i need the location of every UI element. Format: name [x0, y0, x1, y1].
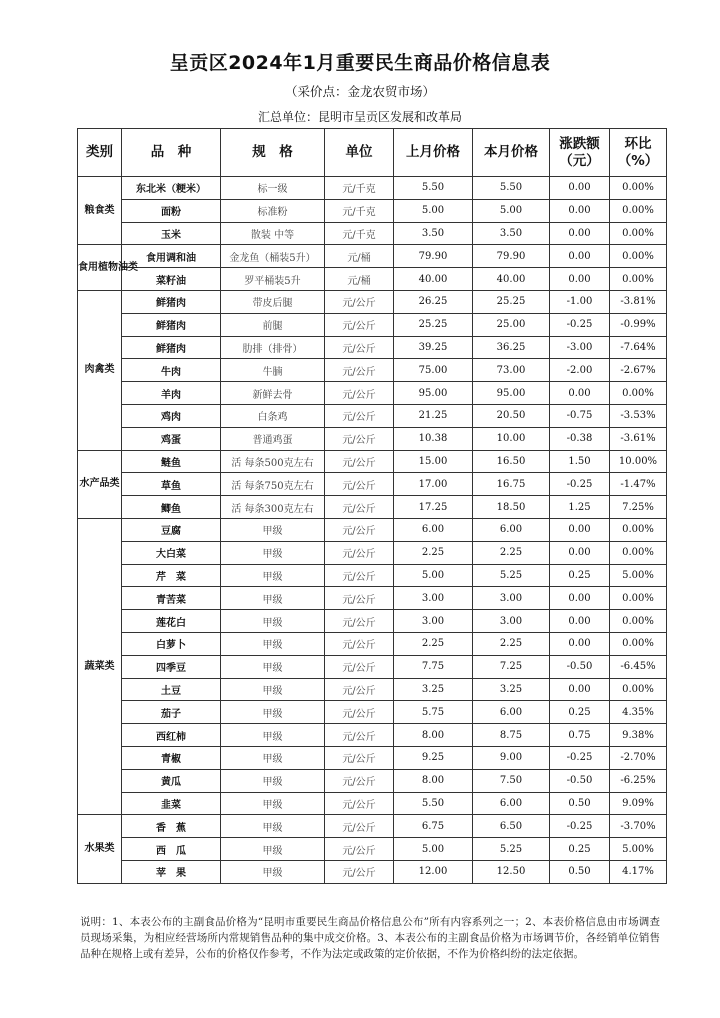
price-change: 0.00: [550, 222, 610, 245]
last-month-price: 3.25: [394, 678, 473, 701]
item-unit: 元/公斤: [325, 359, 394, 382]
price-change: 0.50: [550, 792, 610, 815]
price-change: 0.25: [550, 701, 610, 724]
this-month-price: 2.25: [473, 632, 550, 655]
header-last-price: 上月价格: [394, 129, 473, 177]
price-change: -3.00: [550, 336, 610, 359]
item-unit: 元/公斤: [325, 701, 394, 724]
price-change: 0.75: [550, 724, 610, 747]
table-body: [78, 177, 667, 884]
this-month-price: 3.00: [473, 587, 550, 610]
item-unit: 元/公斤: [325, 404, 394, 427]
item-unit: 元/公斤: [325, 382, 394, 405]
pct-change: 0.00%: [610, 518, 667, 541]
price-change: -2.00: [550, 359, 610, 382]
pct-change: -6.25%: [610, 769, 667, 792]
table-row: [78, 587, 667, 610]
header-pct: [610, 129, 667, 177]
item-spec: 牛腩: [221, 359, 325, 382]
price-table: [77, 128, 667, 884]
header-change-line1: 涨跌额: [559, 135, 600, 152]
item-name: 莲花白: [122, 610, 221, 633]
last-month-price: 40.00: [394, 268, 473, 291]
table-row: [78, 359, 667, 382]
price-change: 0.00: [550, 678, 610, 701]
last-month-price: 26.25: [394, 290, 473, 313]
price-change: 0.00: [550, 610, 610, 633]
item-unit: 元/公斤: [325, 587, 394, 610]
item-unit: 元/公斤: [325, 746, 394, 769]
item-spec: 甲级: [221, 564, 325, 587]
this-month-price: 6.50: [473, 815, 550, 838]
this-month-price: 20.50: [473, 404, 550, 427]
pct-change: 0.00%: [610, 177, 667, 200]
item-name: 青椒: [122, 746, 221, 769]
last-month-price: 17.25: [394, 496, 473, 519]
last-month-price: 39.25: [394, 336, 473, 359]
category-cell: 粮食类: [78, 177, 122, 245]
last-month-price: 79.90: [394, 245, 473, 268]
table-row: [78, 792, 667, 815]
last-month-price: 5.00: [394, 564, 473, 587]
this-month-price: 95.00: [473, 382, 550, 405]
last-month-price: 5.75: [394, 701, 473, 724]
item-name: 鲢鱼: [122, 450, 221, 473]
item-unit: 元/公斤: [325, 496, 394, 519]
price-change: -0.50: [550, 769, 610, 792]
last-month-price: 15.00: [394, 450, 473, 473]
item-name: 韭菜: [122, 792, 221, 815]
pct-change: 0.00%: [610, 678, 667, 701]
pct-change: 5.00%: [610, 564, 667, 587]
pct-change: -3.81%: [610, 290, 667, 313]
item-unit: 元/公斤: [325, 769, 394, 792]
item-spec: 甲级: [221, 792, 325, 815]
table-row: [78, 245, 667, 268]
item-unit: 元/公斤: [325, 632, 394, 655]
table-row: [78, 678, 667, 701]
item-spec: 甲级: [221, 838, 325, 861]
last-month-price: 2.25: [394, 541, 473, 564]
item-unit: 元/千克: [325, 222, 394, 245]
item-unit: 元/公斤: [325, 610, 394, 633]
price-change: -0.75: [550, 404, 610, 427]
last-month-price: 2.25: [394, 632, 473, 655]
last-month-price: 8.00: [394, 724, 473, 747]
table-row: [78, 450, 667, 473]
item-name: 草鱼: [122, 473, 221, 496]
item-unit: 元/桶: [325, 268, 394, 291]
this-month-price: 73.00: [473, 359, 550, 382]
item-spec: 活 每条750克左右: [221, 473, 325, 496]
header-category: 类别: [78, 129, 122, 177]
this-month-price: 5.25: [473, 838, 550, 861]
item-name: 玉米: [122, 222, 221, 245]
this-month-price: 16.75: [473, 473, 550, 496]
item-name: 面粉: [122, 199, 221, 222]
item-spec: 甲级: [221, 701, 325, 724]
this-month-price: 6.00: [473, 518, 550, 541]
table-row: [78, 701, 667, 724]
item-spec: 白条鸡: [221, 404, 325, 427]
table-row: [78, 564, 667, 587]
table-header-row: [78, 129, 667, 177]
item-unit: 元/公斤: [325, 541, 394, 564]
item-name: 西 瓜: [122, 838, 221, 861]
price-change: 0.00: [550, 177, 610, 200]
pct-change: 0.00%: [610, 222, 667, 245]
pct-change: -3.70%: [610, 815, 667, 838]
last-month-price: 8.00: [394, 769, 473, 792]
table-row: [78, 313, 667, 336]
this-month-price: 9.00: [473, 746, 550, 769]
item-spec: 甲级: [221, 724, 325, 747]
item-name: 青苦菜: [122, 587, 221, 610]
item-name: 食用调和油: [122, 245, 221, 268]
item-spec: 标一级: [221, 177, 325, 200]
pct-change: 0.00%: [610, 382, 667, 405]
this-month-price: 3.00: [473, 610, 550, 633]
item-name: 芹 菜: [122, 564, 221, 587]
item-name: 豆腐: [122, 518, 221, 541]
last-month-price: 10.38: [394, 427, 473, 450]
category-cell: 食用植物油类: [78, 245, 122, 291]
price-change: 0.00: [550, 587, 610, 610]
this-month-price: 5.50: [473, 177, 550, 200]
pct-change: 0.00%: [610, 268, 667, 291]
this-month-price: 12.50: [473, 860, 550, 883]
header-pct-line2: （%）: [617, 152, 659, 169]
table-row: [78, 473, 667, 496]
pct-change: 4.17%: [610, 860, 667, 883]
this-month-price: 25.00: [473, 313, 550, 336]
price-change: -0.25: [550, 473, 610, 496]
header-change-line2: （元）: [559, 152, 600, 169]
last-month-price: 6.00: [394, 518, 473, 541]
pct-change: 5.00%: [610, 838, 667, 861]
item-spec: 甲级: [221, 678, 325, 701]
this-month-price: 5.25: [473, 564, 550, 587]
pct-change: -2.67%: [610, 359, 667, 382]
table-row: [78, 382, 667, 405]
table-row: [78, 199, 667, 222]
pct-change: -7.64%: [610, 336, 667, 359]
last-month-price: 6.75: [394, 815, 473, 838]
table-row: [78, 860, 667, 883]
pct-change: 0.00%: [610, 199, 667, 222]
table-row: [78, 610, 667, 633]
last-month-price: 3.00: [394, 587, 473, 610]
price-change: 0.00: [550, 632, 610, 655]
price-change: -0.25: [550, 313, 610, 336]
pct-change: 0.00%: [610, 245, 667, 268]
category-cell: 水果类: [78, 815, 122, 883]
price-change: 0.25: [550, 838, 610, 861]
item-unit: 元/公斤: [325, 655, 394, 678]
item-spec: 甲级: [221, 610, 325, 633]
item-name: 四季豆: [122, 655, 221, 678]
price-change: -0.25: [550, 746, 610, 769]
item-name: 菜籽油: [122, 268, 221, 291]
item-spec: 肋排（排骨）: [221, 336, 325, 359]
item-name: 白萝卜: [122, 632, 221, 655]
price-change: 1.50: [550, 450, 610, 473]
item-spec: 金龙鱼（桶装5升）: [221, 245, 325, 268]
pct-change: 9.09%: [610, 792, 667, 815]
pct-change: 10.00%: [610, 450, 667, 473]
this-month-price: 3.25: [473, 678, 550, 701]
table-row: [78, 290, 667, 313]
item-name: 鲜猪肉: [122, 290, 221, 313]
category-cell: 水产品类: [78, 450, 122, 518]
pct-change: -3.53%: [610, 404, 667, 427]
item-spec: 甲级: [221, 655, 325, 678]
item-unit: 元/公斤: [325, 427, 394, 450]
item-spec: 甲级: [221, 632, 325, 655]
header-spec: 规 格: [221, 129, 325, 177]
item-unit: 元/公斤: [325, 518, 394, 541]
item-unit: 元/公斤: [325, 678, 394, 701]
table-row: [78, 496, 667, 519]
item-name: 土豆: [122, 678, 221, 701]
item-spec: 带皮后腿: [221, 290, 325, 313]
item-spec: 罗平桶装5升: [221, 268, 325, 291]
last-month-price: 5.00: [394, 838, 473, 861]
this-month-price: 7.25: [473, 655, 550, 678]
this-month-price: 3.50: [473, 222, 550, 245]
header-variety: 品 种: [122, 129, 221, 177]
price-change: -0.25: [550, 815, 610, 838]
item-name: 牛肉: [122, 359, 221, 382]
item-unit: 元/公斤: [325, 290, 394, 313]
item-name: 香 蕉: [122, 815, 221, 838]
price-change: 0.00: [550, 268, 610, 291]
this-month-price: 2.25: [473, 541, 550, 564]
item-spec: 活 每条300克左右: [221, 496, 325, 519]
this-month-price: 10.00: [473, 427, 550, 450]
item-spec: 普通鸡蛋: [221, 427, 325, 450]
table-row: [78, 632, 667, 655]
header-this-price: 本月价格: [473, 129, 550, 177]
item-spec: 甲级: [221, 769, 325, 792]
pct-change: -2.70%: [610, 746, 667, 769]
pct-change: 0.00%: [610, 541, 667, 564]
item-name: 西红柿: [122, 724, 221, 747]
table-row: [78, 518, 667, 541]
item-unit: 元/千克: [325, 177, 394, 200]
this-month-price: 7.50: [473, 769, 550, 792]
item-unit: 元/千克: [325, 199, 394, 222]
item-spec: 甲级: [221, 860, 325, 883]
pct-change: -0.99%: [610, 313, 667, 336]
item-spec: 甲级: [221, 815, 325, 838]
item-spec: 散装 中等: [221, 222, 325, 245]
this-month-price: 18.50: [473, 496, 550, 519]
price-change: -0.50: [550, 655, 610, 678]
last-month-price: 95.00: [394, 382, 473, 405]
last-month-price: 5.50: [394, 792, 473, 815]
item-name: 鲜猪肉: [122, 313, 221, 336]
price-change: -0.38: [550, 427, 610, 450]
item-spec: 甲级: [221, 587, 325, 610]
item-unit: 元/公斤: [325, 792, 394, 815]
price-change: 1.25: [550, 496, 610, 519]
price-change: -1.00: [550, 290, 610, 313]
header-change: [550, 129, 610, 177]
table-row: [78, 838, 667, 861]
table-row: [78, 769, 667, 792]
table-row: [78, 427, 667, 450]
item-name: 鲜猪肉: [122, 336, 221, 359]
pct-change: -1.47%: [610, 473, 667, 496]
pct-change: 9.38%: [610, 724, 667, 747]
item-unit: 元/公斤: [325, 473, 394, 496]
item-name: 黄瓜: [122, 769, 221, 792]
price-change: 0.25: [550, 564, 610, 587]
item-unit: 元/公斤: [325, 450, 394, 473]
page-subtitle: （采价点：金龙农贸市场）: [284, 84, 435, 99]
pct-change: 7.25%: [610, 496, 667, 519]
item-spec: 前腿: [221, 313, 325, 336]
item-name: 东北米（粳米）: [122, 177, 221, 200]
table-row: [78, 177, 667, 200]
item-name: 苹 果: [122, 860, 221, 883]
item-spec: 甲级: [221, 746, 325, 769]
last-month-price: 12.00: [394, 860, 473, 883]
summary-unit: 汇总单位：昆明市呈贡区发展和改革局: [257, 110, 462, 124]
table-row: [78, 222, 667, 245]
table-row: [78, 655, 667, 678]
last-month-price: 17.00: [394, 473, 473, 496]
item-unit: 元/公斤: [325, 724, 394, 747]
last-month-price: 9.25: [394, 746, 473, 769]
table-row: [78, 815, 667, 838]
price-change: 0.00: [550, 245, 610, 268]
item-spec: 标准粉: [221, 199, 325, 222]
table-row: [78, 541, 667, 564]
category-cell: 肉禽类: [78, 290, 122, 450]
pct-change: 4.35%: [610, 701, 667, 724]
item-spec: 甲级: [221, 541, 325, 564]
item-spec: 甲级: [221, 518, 325, 541]
item-unit: 元/公斤: [325, 313, 394, 336]
item-spec: 活 每条500克左右: [221, 450, 325, 473]
price-change: 0.00: [550, 199, 610, 222]
this-month-price: 40.00: [473, 268, 550, 291]
footnote: 说明：1、本表公布的主副食品价格为“昆明市重要民生商品价格信息公布”所有内容系列之一；2、本表价格信息由市场调查员现场采集，为相应经营场所内常规销售品种的集中成交价格。3、本表公布的主副食品价格为市场调节价，各经销单位销售品种在规格上或有差异，公布的价格仅作参考，不作为法定或政策的定价依据，不作为价格纠纷的法定依据。: [80, 916, 660, 960]
item-name: 鸡蛋: [122, 427, 221, 450]
item-name: 羊肉: [122, 382, 221, 405]
item-unit: 元/公斤: [325, 838, 394, 861]
last-month-price: 3.00: [394, 610, 473, 633]
table-row: [78, 746, 667, 769]
item-unit: 元/桶: [325, 245, 394, 268]
table-row: [78, 404, 667, 427]
pct-change: 0.00%: [610, 587, 667, 610]
item-unit: 元/公斤: [325, 815, 394, 838]
last-month-price: 5.50: [394, 177, 473, 200]
item-unit: 元/公斤: [325, 564, 394, 587]
this-month-price: 6.00: [473, 701, 550, 724]
this-month-price: 25.25: [473, 290, 550, 313]
pct-change: 0.00%: [610, 632, 667, 655]
last-month-price: 25.25: [394, 313, 473, 336]
table-row: [78, 336, 667, 359]
pct-change: 0.00%: [610, 610, 667, 633]
price-change: 0.50: [550, 860, 610, 883]
item-name: 鲫鱼: [122, 496, 221, 519]
item-name: 大白菜: [122, 541, 221, 564]
pct-change: -3.61%: [610, 427, 667, 450]
item-unit: 元/公斤: [325, 336, 394, 359]
price-change: 0.00: [550, 541, 610, 564]
last-month-price: 5.00: [394, 199, 473, 222]
table-row: [78, 268, 667, 291]
last-month-price: 3.50: [394, 222, 473, 245]
item-unit: 元/公斤: [325, 860, 394, 883]
this-month-price: 16.50: [473, 450, 550, 473]
item-name: 鸡肉: [122, 404, 221, 427]
pct-change: -6.45%: [610, 655, 667, 678]
header-pct-line1: 环比: [624, 135, 652, 152]
last-month-price: 7.75: [394, 655, 473, 678]
table-row: [78, 724, 667, 747]
this-month-price: 79.90: [473, 245, 550, 268]
this-month-price: 8.75: [473, 724, 550, 747]
item-name: 茄子: [122, 701, 221, 724]
price-change: 0.00: [550, 518, 610, 541]
category-cell: 蔬菜类: [78, 518, 122, 814]
header-unit: 单位: [325, 129, 394, 177]
last-month-price: 75.00: [394, 359, 473, 382]
page-title: 呈贡区2024年1月重要民生商品价格信息表: [169, 52, 551, 74]
item-spec: 新鲜去骨: [221, 382, 325, 405]
price-change: 0.00: [550, 382, 610, 405]
this-month-price: 5.00: [473, 199, 550, 222]
last-month-price: 21.25: [394, 404, 473, 427]
this-month-price: 6.00: [473, 792, 550, 815]
this-month-price: 36.25: [473, 336, 550, 359]
